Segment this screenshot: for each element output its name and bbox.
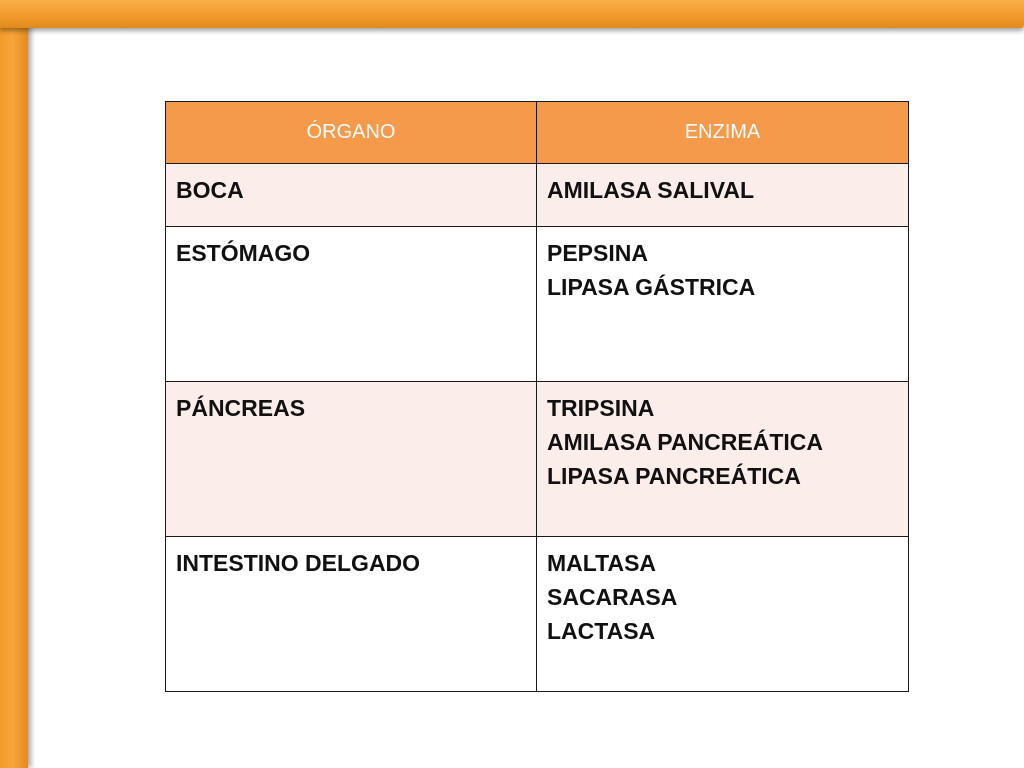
enzyme-name: LIPASA GÁSTRICA: [547, 274, 756, 300]
enzyme-name: TRIPSINA: [547, 395, 655, 421]
table-row: [166, 537, 909, 692]
enzyme-name: AMILASA PANCREÁTICA: [547, 429, 823, 455]
enzyme-name: LIPASA PANCREÁTICA: [547, 463, 801, 489]
enzyme-name: MALTASA: [547, 550, 657, 576]
organ-cell: INTESTINO DELGADO: [166, 537, 537, 692]
left-accent-bar: [0, 0, 28, 768]
enzyme-cell: [537, 227, 909, 382]
enzyme-cell: [537, 537, 909, 692]
column-header-enzyme: ENZIMA: [537, 102, 909, 164]
enzyme-name: PEPSINA: [547, 240, 648, 266]
enzyme-name: SACARASA: [547, 584, 678, 610]
organ-enzyme-table: [165, 101, 909, 692]
enzyme-name: LACTASA: [547, 618, 656, 644]
table-row: [166, 382, 909, 537]
enzyme-cell: [537, 382, 909, 537]
enzyme-name: AMILASA SALIVAL: [547, 177, 754, 203]
enzyme-cell: [537, 164, 909, 227]
top-accent-bar: [0, 0, 1024, 28]
column-header-organ: ÓRGANO: [166, 102, 537, 164]
table-row: [166, 164, 909, 227]
organ-cell: PÁNCREAS: [166, 382, 537, 537]
organ-cell: BOCA: [166, 164, 537, 227]
table-header-row: [166, 102, 909, 164]
organ-cell: ESTÓMAGO: [166, 227, 537, 382]
table-row: [166, 227, 909, 382]
